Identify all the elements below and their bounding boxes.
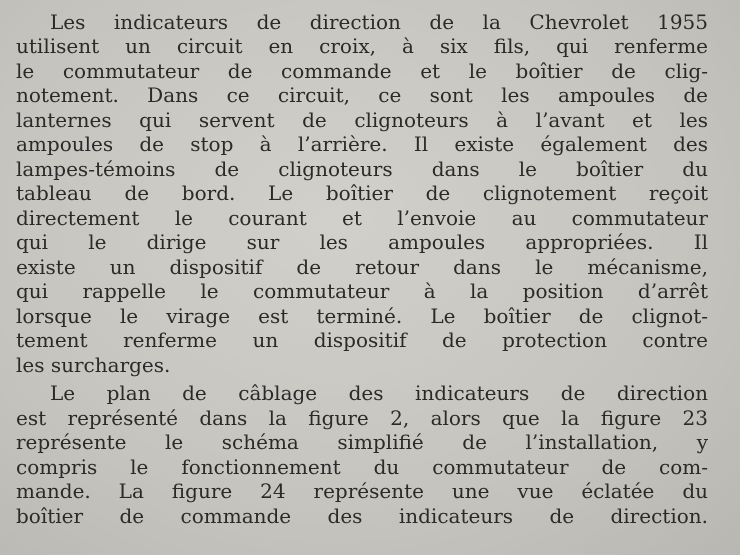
text-line: Le plan de câblage des indicateurs de direction: [50, 381, 708, 405]
text-line: qui rappelle le commutateur à la position d’arrêt: [16, 279, 708, 303]
text-line: les surcharges.: [16, 353, 171, 377]
text-line: lorsque le virage est terminé. Le boîtier de clignot-: [16, 304, 708, 328]
text-line: utilisent un circuit en croix, à six fils, qui renferme: [16, 34, 708, 58]
text-line: existe un dispositif de retour dans le mécanisme,: [16, 255, 708, 279]
text-line: ampoules de stop à l’arrière. Il existe également des: [16, 132, 708, 156]
text-line: notement. Dans ce circuit, ce sont les ampoules de: [16, 83, 708, 107]
text-line: mande. La figure 24 représente une vue éclatée du: [16, 479, 708, 503]
text-line: lampes-témoins de clignoteurs dans le boîtier du: [16, 157, 708, 181]
text-line: directement le courant et l’envoie au commutateur: [16, 206, 708, 230]
text-line: tableau de bord. Le boîtier de clignotement reçoit: [16, 181, 708, 205]
text-line: est représenté dans la figure 2, alors que la figure 23: [16, 406, 708, 430]
text-line: qui le dirige sur les ampoules appropriées. Il: [16, 230, 708, 254]
text-line: boîtier de commande des indicateurs de direction.: [16, 504, 708, 528]
text-line: lanternes qui servent de clignoteurs à l’avant et les: [16, 108, 708, 132]
text-line: représente le schéma simplifié de l’installation, y: [16, 430, 708, 454]
text-line: compris le fonctionnement du commutateur de com-: [16, 455, 708, 479]
text-line: le commutateur de commande et le boîtier de clig-: [16, 59, 708, 83]
text-line: Les indicateurs de direction de la Chevrolet 1955: [50, 10, 708, 34]
text-line: tement renferme un dispositif de protection contre: [16, 328, 708, 352]
